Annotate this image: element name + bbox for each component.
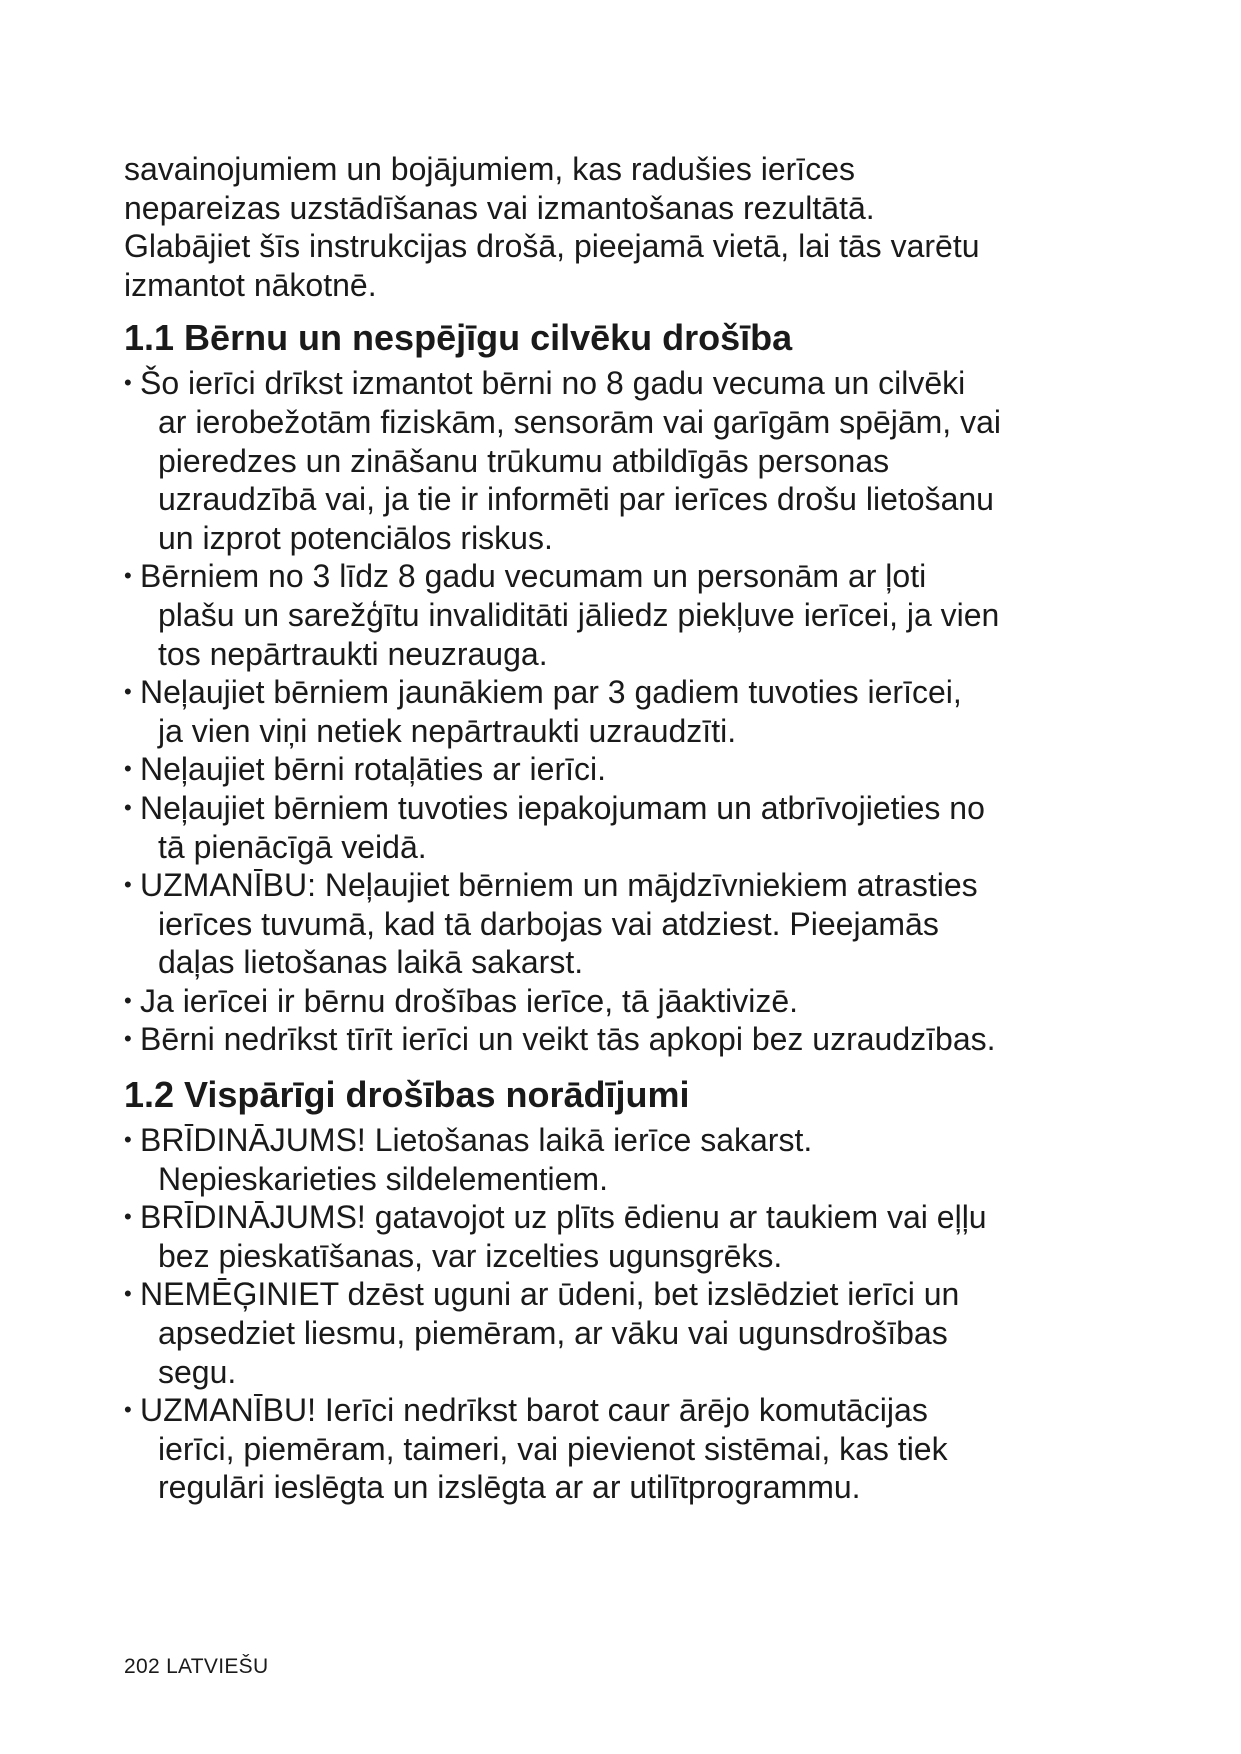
- bullet-icon: •: [124, 1397, 132, 1423]
- text-line: bez pieskatīšanas, var izcelties ugunsgrēks.: [158, 1237, 783, 1274]
- text-line: daļas lietošanas laikā sakarst.: [158, 944, 584, 981]
- text-line: Bērniem no 3 līdz 8 gadu vecumam un personām ar ļoti: [140, 558, 927, 595]
- text-line: Neļaujiet bērniem jaunākiem par 3 gadiem tuvoties ierīcei,: [140, 674, 962, 711]
- text-line: BRĪDINĀJUMS! gatavojot uz plīts ēdienu ar taukiem vai eļļu: [140, 1199, 987, 1236]
- list-item: [124, 557, 1124, 673]
- text-line: uzraudzībā vai, ja tie ir informēti par ierīces drošu lietošanu: [158, 481, 994, 518]
- bullet-icon: •: [124, 563, 132, 589]
- bullet-icon: •: [124, 1026, 132, 1052]
- text-line: tā pienācīgā veidā.: [158, 828, 427, 865]
- list-item: [124, 1121, 1124, 1198]
- text-line: Nepieskarieties sildelementiem.: [158, 1160, 608, 1197]
- bullet-icon: •: [124, 872, 132, 898]
- intro-paragraph: [124, 150, 1124, 304]
- text-line: ierīces tuvumā, kad tā darbojas vai atdziest. Pieejamās: [158, 905, 939, 942]
- text-line: UZMANĪBU! Ierīci nedrīkst barot caur ārējo komutācijas: [140, 1392, 928, 1429]
- text-line: nepareizas uzstādīšanas vai izmantošanas rezultātā.: [124, 189, 875, 226]
- bullet-icon: •: [124, 370, 132, 396]
- bullet-icon: •: [124, 794, 132, 820]
- text-line: savainojumiem un bojājumiem, kas radušies ierīces: [124, 151, 855, 187]
- text-line: pieredzes un zināšanu trūkumu atbildīgās personas: [158, 442, 890, 479]
- list-item: [124, 1198, 1124, 1275]
- text-line: izmantot nākotnē.: [124, 266, 377, 303]
- text-line: tos nepārtraukti neuzrauga.: [158, 635, 548, 672]
- text-line: BRĪDINĀJUMS! Lietošanas laikā ierīce sakarst.: [140, 1122, 813, 1159]
- list-item: [124, 750, 1124, 789]
- text-line: Neļaujiet bērni rotaļāties ar ierīci.: [140, 751, 606, 788]
- text-line: Ja ierīcei ir bērnu drošības ierīce, tā jāaktivizē.: [140, 982, 799, 1019]
- page-footer: 202 LATVIEŠU: [124, 1655, 269, 1678]
- children-safety-list: [124, 364, 1124, 1059]
- text-line: Glabājiet šīs instrukcijas drošā, pieejamā vietā, lai tās varētu: [124, 228, 980, 265]
- text-line: Neļaujiet bērniem tuvoties iepakojumam un atbrīvojieties no: [140, 789, 985, 826]
- page-content: [124, 150, 1124, 1507]
- bullet-icon: •: [124, 1204, 132, 1230]
- text-line: plašu un sarežģītu invaliditāti jāliedz piekļuve ierīcei, ja vien: [158, 596, 1000, 633]
- text-line: segu.: [158, 1353, 237, 1390]
- text-line: Bērni nedrīkst tīrīt ierīci un veikt tās apkopi bez uzraudzības.: [140, 1021, 996, 1058]
- text-line: ja vien viņi netiek nepārtraukti uzraudzīti.: [158, 712, 737, 749]
- bullet-icon: •: [124, 756, 132, 782]
- text-line: apsedziet liesmu, piemēram, ar vāku vai ugunsdrošības: [158, 1315, 948, 1352]
- bullet-icon: •: [124, 679, 132, 705]
- bullet-icon: •: [124, 1281, 132, 1307]
- list-item: [124, 1275, 1124, 1391]
- list-item: [124, 1020, 1124, 1059]
- list-item: [124, 789, 1124, 866]
- text-line: ar ierobežotām fiziskām, sensorām vai garīgām spējām, vai: [158, 403, 1001, 440]
- text-line: regulāri ieslēgta un izslēgta ar ar utilītprogrammu.: [158, 1469, 861, 1506]
- text-line: ierīci, piemēram, taimeri, vai pievienot sistēmai, kas tiek: [158, 1430, 948, 1467]
- list-item: [124, 866, 1124, 982]
- list-item: [124, 673, 1124, 750]
- general-safety-list: [124, 1121, 1124, 1507]
- section-heading-general-safety: 1.2 Vispārīgi drošības norādījumi: [124, 1074, 690, 1116]
- list-item: [124, 1391, 1124, 1507]
- list-item: [124, 364, 1124, 557]
- bullet-icon: •: [124, 1127, 132, 1153]
- text-line: UZMANĪBU: Neļaujiet bērniem un mājdzīvniekiem atrasties: [140, 867, 978, 904]
- bullet-icon: •: [124, 987, 132, 1013]
- text-line: un izprot potenciālos riskus.: [158, 519, 553, 556]
- text-line: NEMĒĢINIET dzēst uguni ar ūdeni, bet izslēdziet ierīci un: [140, 1276, 960, 1313]
- text-line: Šo ierīci drīkst izmantot bērni no 8 gadu vecuma un cilvēki: [140, 365, 966, 402]
- section-heading-children-safety: 1.1 Bērnu un nespējīgu cilvēku drošība: [124, 317, 793, 359]
- list-item: [124, 982, 1124, 1021]
